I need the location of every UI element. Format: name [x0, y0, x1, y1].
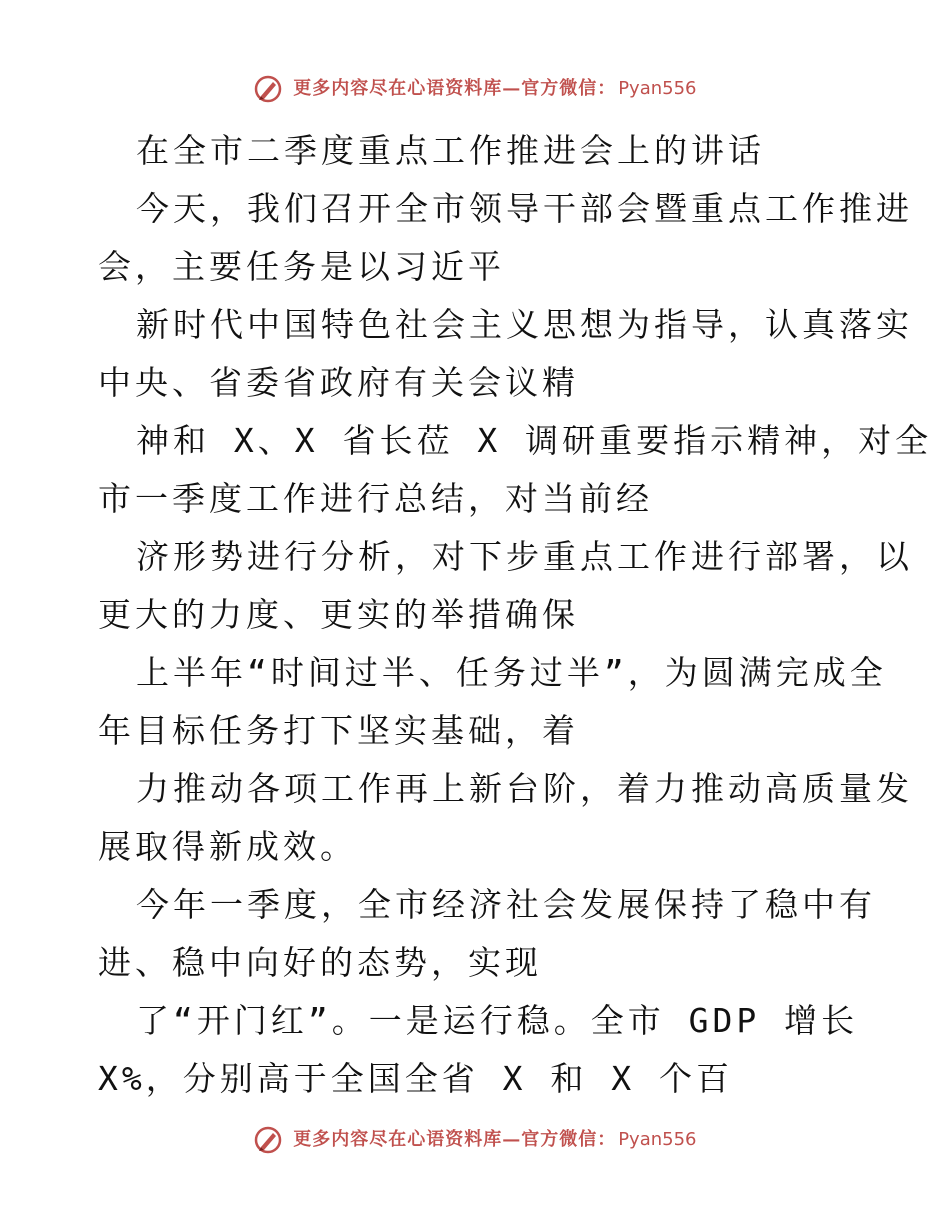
watermark-text: 更多内容尽在心语资料库—官方微信：: [293, 78, 617, 99]
text-line: 神和 X、X 省长莅 X 调研重要指示精神，对全: [136, 421, 933, 460]
text-line: 济形势进行分析，对下步重点工作进行部署，以: [136, 537, 913, 576]
text-line: 了“开门红”。一是运行稳。全市 GDP 增长: [136, 1001, 859, 1040]
text-line: 进、稳中向好的态势，实现: [98, 943, 542, 982]
watermark-account: Pyan556: [618, 78, 697, 99]
footer-watermark: [0, 1125, 950, 1155]
pen-logo-icon: [253, 74, 283, 104]
text-line: 力推动各项工作再上新台阶，着力推动高质量发: [136, 769, 913, 808]
text-line: 今年一季度，全市经济社会发展保持了稳中有: [136, 885, 876, 924]
document-body: [98, 122, 933, 1108]
text-line: 今天，我们召开全市领导干部会暨重点工作推进: [136, 189, 913, 228]
text-line: 市一季度工作进行总结，对当前经: [98, 479, 653, 518]
text-line: 上半年“时间过半、任务过半”，为圆满完成全: [136, 653, 887, 692]
pen-logo-icon: [253, 1125, 283, 1155]
watermark-text: 更多内容尽在心语资料库—官方微信：: [293, 1129, 617, 1150]
text-line: 新时代中国特色社会主义思想为指导，认真落实: [136, 305, 913, 344]
text-line: X%，分别高于全国全省 X 和 X 个百: [98, 1059, 733, 1098]
text-line: 年目标任务打下坚实基础，着: [98, 711, 579, 750]
watermark-account: Pyan556: [618, 1129, 697, 1150]
text-line: 会，主要任务是以习近平: [98, 247, 505, 286]
text-line: 在全市二季度重点工作推进会上的讲话: [136, 131, 765, 170]
text-line: 中央、省委省政府有关会议精: [98, 363, 579, 402]
text-line: 展取得新成效。: [98, 827, 357, 866]
text-line: 更大的力度、更实的举措确保: [98, 595, 579, 634]
header-watermark: [0, 74, 950, 104]
